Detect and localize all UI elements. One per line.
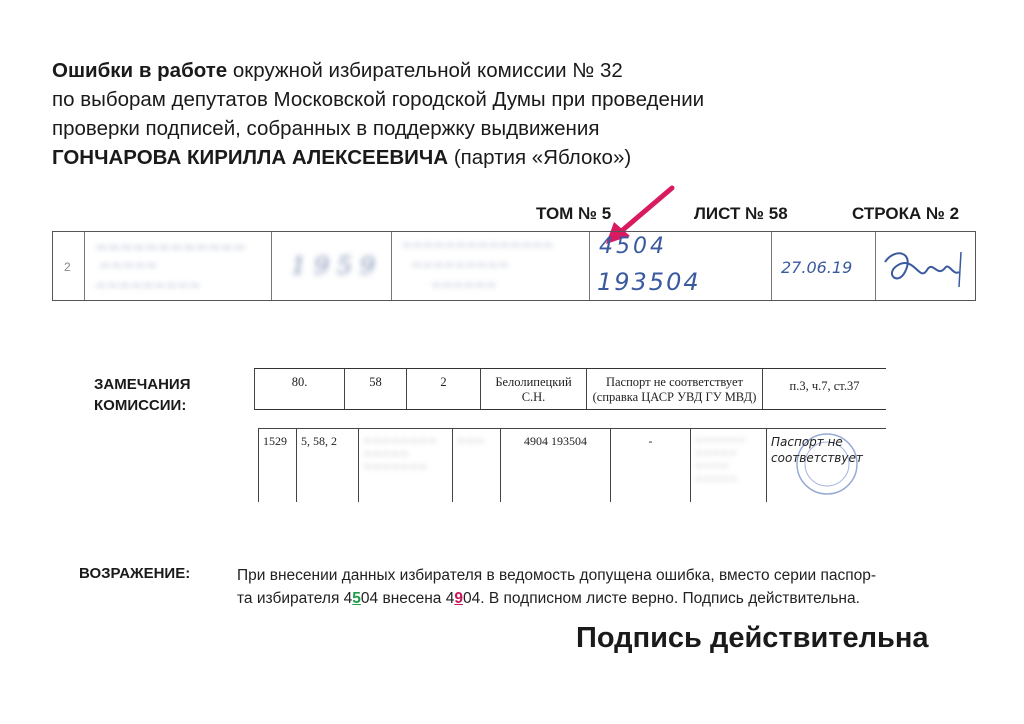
scanned-signature-row <box>52 231 976 301</box>
ct2-blurred-year <box>452 428 500 502</box>
ct1-reason-line2: (справка ЦАСР УВД ГУ МВД) <box>592 390 757 404</box>
ct2-note-line1: Паспорт не <box>771 435 843 449</box>
ct2-blurred-address <box>690 428 766 502</box>
objection-part-2: 04 внесена 4 <box>360 590 455 607</box>
blurred-name-2: ~~~~~ <box>99 258 158 274</box>
ct1-name-line1: Белолипецкий <box>495 375 572 389</box>
ct2-dash: - <box>610 428 690 502</box>
date-cell <box>771 232 876 300</box>
ct1-reason-line1: Паспорт не соответствует <box>605 375 744 389</box>
ct1-name-line2: С.Н. <box>521 390 546 404</box>
signature-scribble-icon <box>875 232 974 300</box>
title-bold-1: Ошибки в работе <box>52 59 228 82</box>
document-title <box>52 56 812 172</box>
objection-part-1: та избирателя 4 <box>237 590 353 607</box>
objection-text <box>237 564 967 610</box>
row-number: 2 <box>53 232 85 300</box>
ct1-name <box>480 369 586 409</box>
volume-label: ТОМ № 5 <box>536 204 612 223</box>
party-name: (партия «Яблоко») <box>448 146 632 169</box>
ct2-blur-text: ~~~~~~~~ ~~~~~ ~~~~~~~ <box>363 434 437 473</box>
blurred-name-3: ~~~~~~~~~ <box>95 278 201 294</box>
ct2-blur-year: ~~~ <box>457 434 485 447</box>
correct-digit: 5 <box>352 590 361 607</box>
objection-line-1: При внесении данных избирателя в ведомость допущена ошибка, вместо серии паспор- <box>237 567 877 584</box>
ct2-passport: 4904 193504 <box>500 428 610 502</box>
comments-label-text: ЗАМЕЧАНИЯ КОМИССИИ: <box>94 376 191 414</box>
commission-comments-label <box>94 374 204 416</box>
blurred-address-2: ~~~~~~~~~ <box>411 258 510 273</box>
ct1-sheet: 58 <box>344 369 406 409</box>
title-line-2: по выборам депутатов Московской городской Думы при проведении <box>52 88 705 111</box>
ct2-note <box>766 428 886 502</box>
passport-cell <box>589 232 772 300</box>
wrong-digit: 9 <box>454 590 463 607</box>
candidate-name: ГОНЧАРОВА КИРИЛЛА АЛЕКСЕЕВИЧА <box>52 146 449 169</box>
title-line-4 <box>52 143 812 172</box>
ct2-id: 1529 <box>258 428 296 502</box>
blurred-name: ~~~~~~~~~~~~ <box>95 238 246 256</box>
verdict-heading: Подпись действительна <box>576 622 929 654</box>
ct1-row: 2 <box>406 369 480 409</box>
ct2-blur-address: ~~~~~~ ~~~~~ ~~~~ ~~~~~ <box>695 435 746 485</box>
signature-date: 27.06.19 <box>781 258 853 277</box>
ct1-volume: 80. <box>254 369 344 409</box>
commission-table-2 <box>258 428 886 502</box>
blurred-year: 1 9 5 9 <box>291 252 375 280</box>
address-cell <box>391 232 590 300</box>
title-rest-1: окружной избирательной комиссии № 32 <box>227 59 623 82</box>
blurred-address-3: ~~~~~~ <box>431 278 497 293</box>
ct1-reason <box>586 369 762 409</box>
blurred-address: ~~~~~~~~~~~~~~ <box>401 238 554 253</box>
title-line-1 <box>52 56 812 85</box>
commission-table-1 <box>254 368 886 410</box>
sheet-label: ЛИСТ № 58 <box>694 204 788 223</box>
signature-cell <box>875 232 974 300</box>
passport-series: 4504 <box>599 234 667 259</box>
voter-name-cell <box>85 232 272 300</box>
ct2-note-line2: соответствует <box>771 451 863 465</box>
ct2-ref: 5, 58, 2 <box>296 428 358 502</box>
ct1-law: п.3, ч.7, ст.37 <box>762 369 886 409</box>
objection-label: ВОЗРАЖЕНИЕ: <box>79 565 191 582</box>
title-line-3: проверки подписей, собранных в поддержку выдвижения <box>52 117 600 140</box>
row-label: СТРОКА № 2 <box>852 204 960 223</box>
objection-part-3: 04. В подписном листе верно. Подпись действительна. <box>462 590 860 607</box>
passport-number: 193504 <box>597 268 701 296</box>
objection-line-2 <box>237 587 967 610</box>
ct2-blurred-name <box>358 428 452 502</box>
birth-year-cell <box>271 232 392 300</box>
